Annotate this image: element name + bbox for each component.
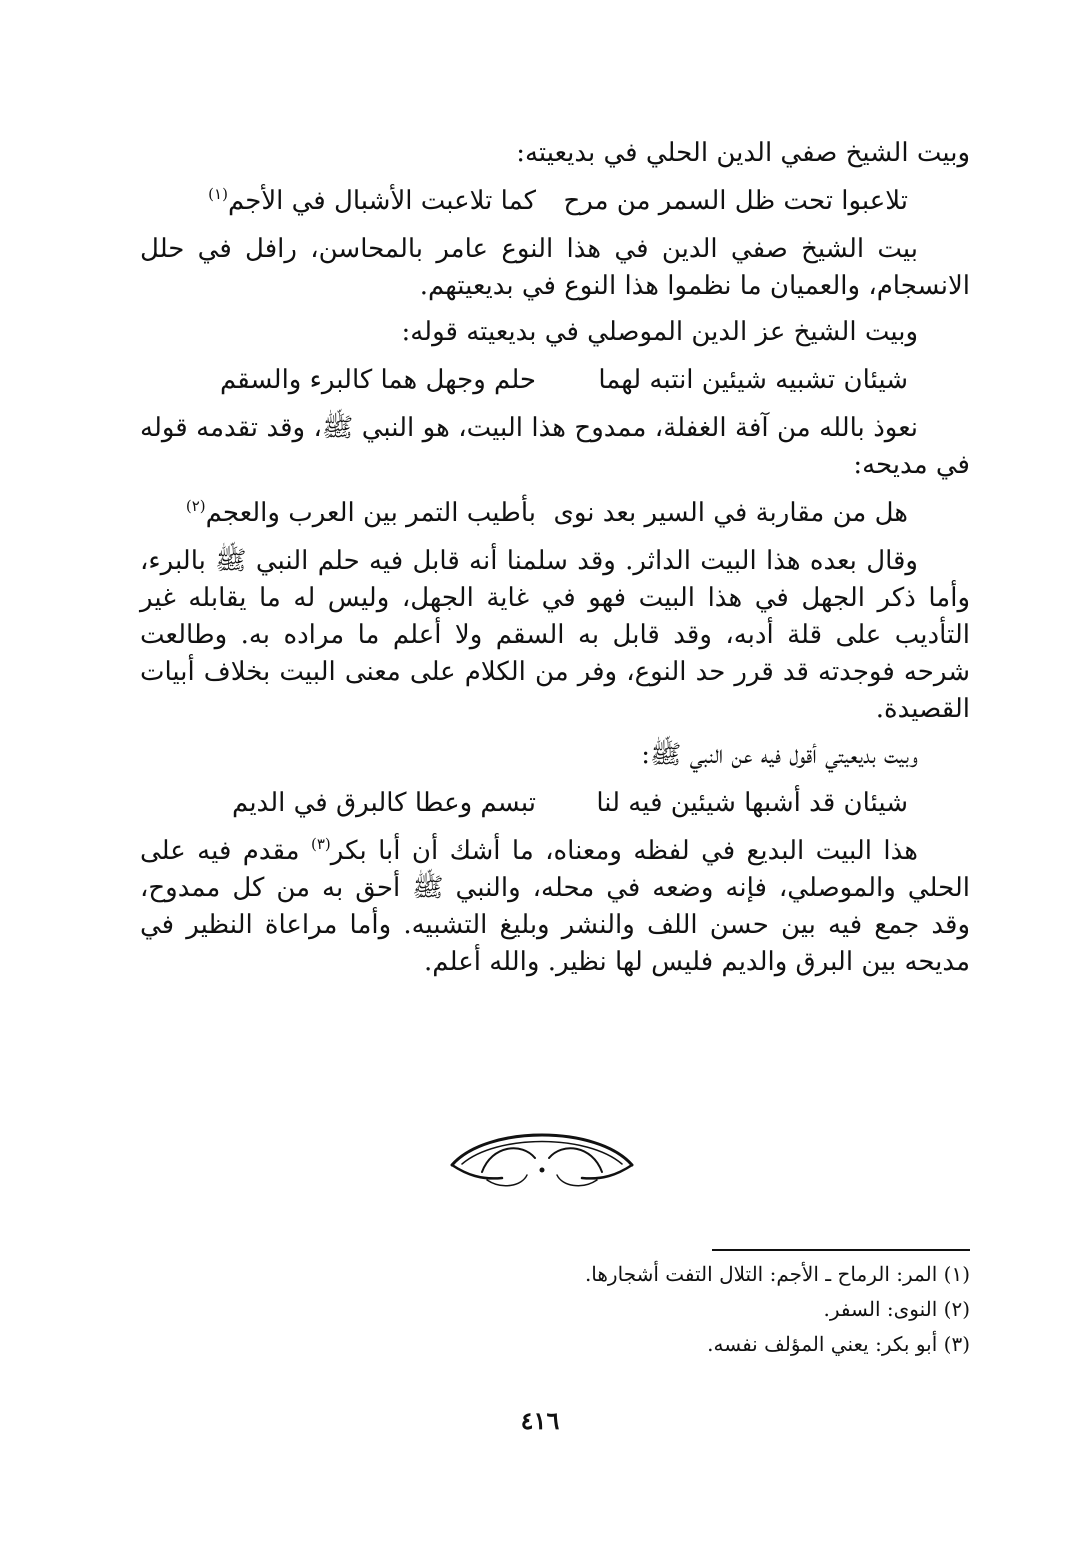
page-body: [140, 135, 970, 981]
verse-2-second-hemistich: حلم وجهل هما كالبرء والسقم: [220, 365, 536, 395]
footnote-ref-1: (١): [208, 185, 228, 203]
footnote-1: (١) المر: الرماح ـ الأجم: التلال التفت أشجارها.: [584, 1262, 970, 1286]
footnote-3: (٣) أبو بكر: يعني المؤلف نفسه.: [707, 1332, 970, 1356]
verse-3-second-hemistich: بأطيب التمر بين العرب والعجم$^{(٢)}$: [185, 497, 536, 528]
verse-1-first-hemistich: تلاعبوا تحت ظل السمر من مرح: [563, 186, 908, 216]
verse-2: [140, 362, 970, 399]
footnote-ref-3: (٣): [311, 835, 331, 853]
footnote-divider: [712, 1249, 970, 1251]
page-number: ٤١٦: [520, 1406, 560, 1435]
verse-1-second-hemistich: كما تلاعبت الأشبال في الأجم$^{(١)}$: [208, 185, 536, 216]
paragraph-6: وبيت بديعيتي أقول فيه عن النبي ﷺ:: [641, 740, 918, 770]
verse-3: [140, 495, 970, 532]
paragraph-4: نعوذ بالله من آفة الغفلة، ممدوح هذا البيت، هو النبي ﷺ، وقد تقدمه قوله في مديحه:: [140, 413, 970, 480]
verse-2-first-hemistich: شيئان تشبيه شيئين انتبه لهما: [598, 365, 908, 395]
footnote-2: (٢) النوى: السفر.: [823, 1297, 970, 1321]
paragraph-7: هذا البيت البديع في لفظه ومعناه، ما أشك أن أبا بكر$^{(٣)}$ مقدم فيه على الحلي والموصلي، فإنه وضعه في محله، والنبي ﷺ أحق به من كل ممدوح، وقد جمع فيه بين حسن اللف والنشر وبليغ التشبيه. وأما مراعاة النظير في مديحه بين البرق والديم فليس لها نظير. والله أعلم.: [140, 835, 970, 977]
paragraph-3: وبيت الشيخ عز الدين الموصلي في بديعيته قوله:: [401, 317, 918, 347]
verse-4-second-hemistich: تبسم وعطا كالبرق في الديم: [232, 788, 536, 818]
verse-4-first-hemistich: شيئان قد أشبها شيئين فيه لنا: [596, 788, 908, 818]
paragraph-1: وبيت الشيخ صفي الدين الحلي في بديعيته:: [516, 138, 970, 168]
verse-3-first-hemistich: هل من مقاربة في السير بعد نوى: [553, 498, 908, 528]
paragraph-5: وقال بعده هذا البيت الداثر. وقد سلمنا أنه قابل فيه حلم النبي ﷺ بالبرء، وأما ذكر الجهل في هذا البيت فهو في غاية الجهل، وليس له ما يقابله غير التأديب على قلة أدبه، وقد قابل به السقم ولا أعلم ما مراده به. وطالعت شرحه فوجدته قد قرر حد النوع، وفر من الكلام على معنى البيت بخلاف أبيات القصيدة.: [140, 546, 970, 724]
verse-1: [140, 183, 970, 220]
paragraph-2: بيت الشيخ صفي الدين في هذا النوع عامر بالمحاسن، رافل في حلل الانسجام، والعميان ما نظموا هذا النوع في بديعيتهم.: [140, 234, 970, 301]
footnote-ref-2: (٢): [185, 497, 206, 515]
footnotes: [200, 1249, 970, 1362]
verse-4: [140, 785, 970, 822]
flourish-ornament-icon: [447, 1120, 637, 1200]
